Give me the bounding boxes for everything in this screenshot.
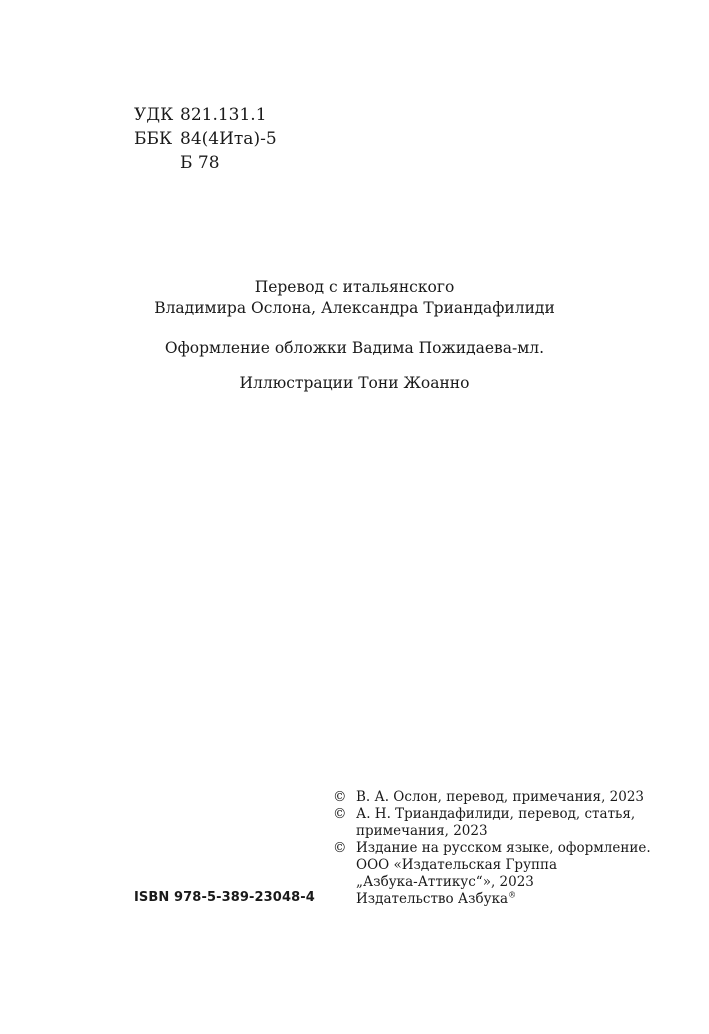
bbk-row [134,127,277,151]
copyright-symbol: © [333,789,347,805]
translation-credit [0,277,709,319]
udk-value: 821.131.1 [180,105,267,125]
bbk-label: ББК [134,129,173,149]
publisher-line [356,891,651,908]
translation-line-2: Владимира Ослона, Александра Триандафилиди [154,299,555,317]
copyright-line: примечания, 2023 [356,823,488,839]
copyright-line: В. А. Ослон, перевод, примечания, 2023 [356,789,645,805]
copyright-line: „Азбука-Аттикус“», 2023 [356,874,534,890]
copyright-entry [333,789,651,806]
bbk-value: 84(4Ита)-5 [180,129,277,149]
copyright-block [333,789,651,908]
classification-block [134,103,277,175]
author-mark-row [134,151,277,175]
translation-line-1: Перевод с итальянского [254,278,455,296]
author-mark: Б 78 [180,153,220,173]
copyright-entry [333,806,651,840]
copyright-line: А. Н. Триандафилиди, перевод, статья, [356,806,636,822]
copyright-symbol: © [333,806,347,822]
copyright-symbol: © [333,840,347,856]
illustrations-credit: Иллюстрации Тони Жоанно [239,374,470,392]
copyright-line: ООО «Издательская Группа [356,857,558,873]
publisher-name: Издательство Азбука [356,891,509,907]
udk-row [134,103,277,127]
copyright-line: Издание на русском языке, оформление. [356,840,651,856]
cover-design-credit: Оформление обложки Вадима Пожидаева-мл. [164,339,545,357]
udk-label: УДК [134,105,174,125]
isbn: ISBN 978-5-389-23048-4 [134,890,315,905]
registered-mark: ® [508,890,517,900]
copyright-entry [333,840,651,908]
